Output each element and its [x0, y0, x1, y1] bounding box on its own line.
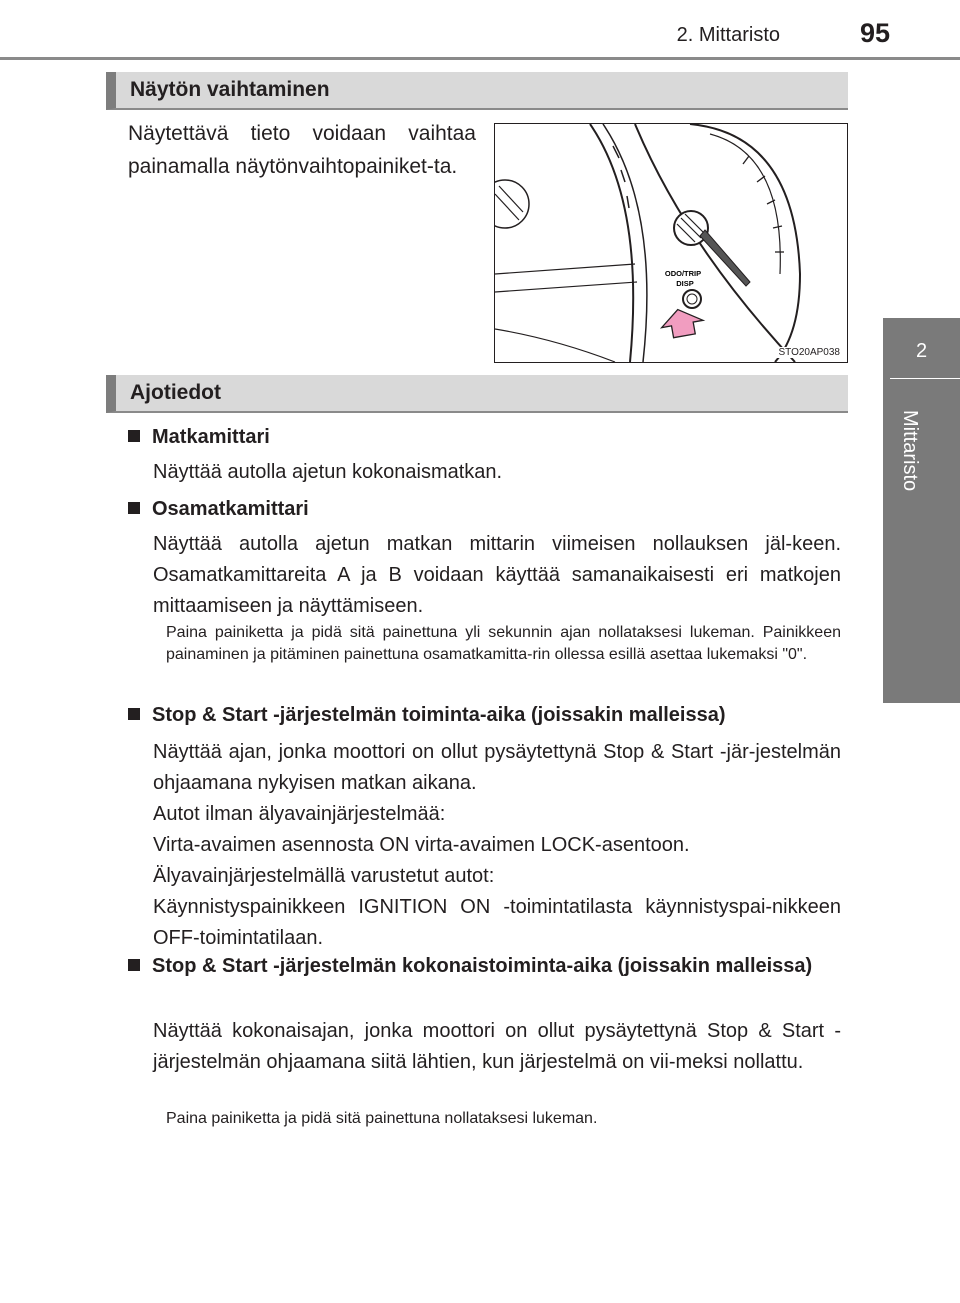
page-number: 95 — [859, 18, 890, 48]
section-heading-display-switch — [106, 72, 848, 110]
item-heading-text: Osamatkamittari — [152, 498, 309, 520]
item-body-stop-start-total — [153, 1016, 841, 1078]
side-tab-divider — [890, 378, 960, 379]
odo-trip-label: ODO/TRIP — [664, 269, 702, 278]
body-paragraph: Autot ilman älyavainjärjestelmää: — [153, 803, 446, 825]
section-title: Ajotiedot — [130, 381, 221, 404]
item-heading-text: Matkamittari — [152, 426, 270, 448]
header-rule — [0, 57, 960, 60]
item-note-trip-meter: Paina painiketta ja pidä sitä painettuna yli sekunnin ajan nollataksesi lukeman. Painikkeen painaminen ja pitäminen painettuna osamatkamitta-rin ollessa esillä asettaa lukemaksi "0". — [166, 624, 841, 663]
running-header-section: 2. Mittaristo — [676, 24, 780, 46]
body-paragraph: Käynnistyspainikkeen IGNITION ON -toimintatilasta käynnistyspai-nikkeen OFF-toimintatilaan. — [153, 896, 841, 949]
item-heading-text: Stop & Start -järjestelmän kokonaistoiminta-aika (joissakin malleissa) — [152, 955, 813, 977]
chapter-number: 2 — [915, 340, 928, 362]
body-paragraph: Näyttää ajan, jonka moottori on ollut pysäytettynä Stop & Start -jär-jestelmän ohjaamana nykyisen matkan aikana. — [153, 741, 841, 794]
item-heading-text: Stop & Start -järjestelmän toiminta-aika (joissakin malleissa) — [152, 704, 726, 726]
odo-trip-button — [683, 290, 701, 308]
bullet-square-icon — [128, 708, 140, 720]
body-paragraph: Näyttää kokonaisajan, jonka moottori on ollut pysäytettynä Stop & Start -järjestelmän ohjaamana siitä lähtien, kun järjestelmä on vii-meksi nollattu. — [153, 1020, 841, 1073]
chapter-side-tab — [883, 318, 960, 703]
disp-label: DISP — [676, 279, 694, 288]
body-paragraph: Näyttää autolla ajetun kokonaismatkan. — [153, 461, 503, 483]
item-body-stop-start-time — [153, 737, 841, 954]
item-heading-stop-start-total — [128, 951, 840, 981]
bullet-square-icon — [128, 959, 140, 971]
instrument-cluster-illustration — [494, 123, 848, 363]
figure-code: STO20AP038 — [778, 347, 840, 358]
bullet-square-icon — [128, 430, 140, 442]
section-heading-trip-info — [106, 375, 848, 413]
intro-paragraph: Näytettävä tieto voidaan vaihtaa painamalla näytönvaihtopainiket-ta. — [128, 122, 476, 178]
item-body-trip-meter — [153, 529, 841, 622]
pointer-arrow-icon — [659, 306, 705, 340]
item-note-stop-start-total: Paina painiketta ja pidä sitä painettuna nollataksesi lukeman. — [166, 1110, 598, 1127]
chapter-label: Mittaristo — [899, 410, 921, 492]
gauge-drawing — [495, 124, 847, 362]
section-title: Näytön vaihtaminen — [130, 78, 330, 101]
bullet-square-icon — [128, 502, 140, 514]
body-paragraph: Näyttää autolla ajetun matkan mittarin viimeisen nollauksen jäl-keen. Osamatkamittareita A ja B voidaan käyttää samanaikaisesti eri matkojen mittaamiseen ja näyttämiseen. — [153, 533, 841, 617]
item-body-odometer — [153, 457, 841, 488]
body-paragraph: Virta-avaimen asennosta ON virta-avaimen LOCK-asentoon. — [153, 834, 690, 856]
item-heading-odometer — [128, 422, 840, 452]
item-heading-trip-meter — [128, 494, 840, 524]
item-heading-stop-start-time — [128, 700, 840, 730]
body-paragraph: Älyavainjärjestelmällä varustetut autot: — [153, 865, 495, 887]
